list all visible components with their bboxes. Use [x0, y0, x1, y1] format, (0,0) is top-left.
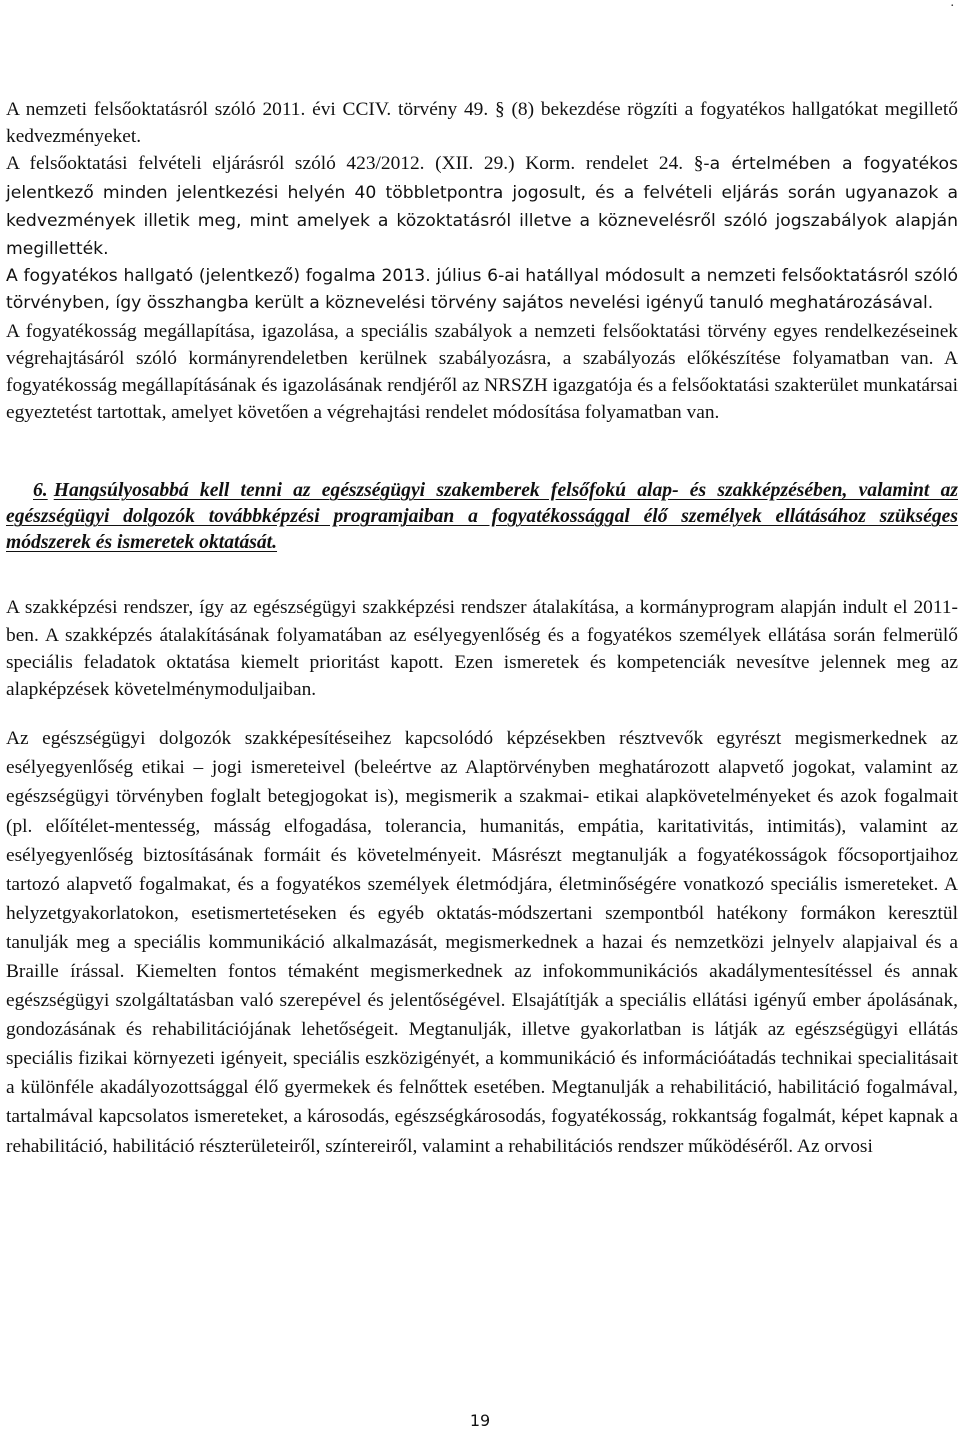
paragraph-vocational-training: A szakképzési rendszer, így az egészségügyi szakképzési rendszer átalakítása, a kormányprogram alapján indult el 2011-ben. A szakképzés átalakításának folyamatában az esélyegyenlőség és a fogyatékos személyek ellátása során felmerülő speciális feladatok oktatása kiemelt prioritást kapott. Ezen ismeretek és kompetenciák nevesítve jelennek meg az alapképzések követelménymoduljaiban.: [6, 597, 958, 701]
paragraph-admission-decree-rest: -a értelmében a fogyatékos jelentkező minden jelentkezési helyén 40 többletpontra jogosult, és a felvételi eljárás során ugyanazok a kedvezmények illetik meg, mint amelyek a közoktatásról illetve a köznevelésről szóló jogszabályok alapján megillették.: [6, 154, 958, 260]
spacer: [6, 703, 958, 724]
section-heading-number: 6.: [33, 480, 48, 502]
section-sign: §: [495, 99, 505, 120]
paragraph-law-reference-lead: A nemzeti felsőoktatásról szóló 2011. évi CCIV. törvény 49.: [6, 99, 495, 120]
paragraph-law-reference-rest: (8) bekezdése rögzíti a fogyatékos hallgatókat megillető kedvezményeket.: [6, 99, 958, 148]
paragraph-admission-decree: [6, 150, 958, 263]
page-number: 19: [469, 1411, 491, 1430]
spacer: [6, 556, 958, 594]
paragraph-disabled-student-definition: A fogyatékos hallgató (jelentkező) fogalma 2013. július 6-ai hatállyal módosult a nemzeti felsőoktatásról szóló törvényben, így összhangba került a köznevelési törvény sajátos nevelési igényű tanuló meghatározásával.: [6, 266, 958, 314]
document-body: [6, 96, 958, 1161]
paragraph-healthcare-workers-training: Az egészségügyi dolgozók szakképesítéseihez kapcsolódó képzésekben résztvevők egyrészt megismerkednek az esélyegyenlőség etikai – jogi ismereteivel (beleértve az Alaptörvényben meghatározott alapvető jogokat, valamint az egészségügyi törvényben foglalt betegjogokat is), megismerik a szakmai- etikai alapkövetelményeket és azok fogalmait (pl. előítélet-mentesség, másság elfogadása, tolerancia, humanitás, empátia, karitativitás, intimitás), valamint az esélyegyenlőség biztosításának formáit és követelményeit. Másrészt megtanulják a fogyatékosságok főcsoportjaihoz tartozó alapvető fogalmakat, és a fogyatékos személyek életmódjára, életminőségére vonatkozó speciális ismereteket. A helyzetgyakorlatokon, esetismertetéseken és egyéb oktatás-módszertani szempontból hatékony formákon keresztül tanulják meg a speciális kommunikáció alkalmazását, megismerkednek a hazai és nemzetközi jelnyelv alapjaival és a Braille írással. Kiemelten fontos témaként megismerkednek az infokommunikációs akadálymentesítéssel és annak egészségügyi szolgáltatásban való szerepével és jelentőségével. Elsajátítják a speciális ellátási igényű ember ápolásának, gondozásának és rehabilitációjának lehetőségeit. Megtanulják, illetve gyakorlatban is látják az egészségügyi ellátás speciális fizikai környezeti igényeit, speciális eszközigényét, a kommunikáció és információátadás technikai specialitásait a különféle akadályozottsággal élő gyermekek és felnőttek esetében. Megtanulják a rehabilitáció, habilitáció fogalmával, tartalmával kapcsolatos ismereteket, a károsodás, egészségkárosodás, fogyatékosság, rokkantság fogalmát, képet kapnak a rehabilitáció, habilitáció részterületeiről, színtereiről, valamint a rehabilitációs rendszer működéséről. Az orvosi: [6, 728, 958, 1157]
paragraph-disability-assessment: A fogyatékosság megállapítása, igazolása, a speciális szabályok a nemzeti felsőoktatási törvény egyes rendelkezéseinek végrehajtásáról szóló kormányrendeletben kerülnek szabályozásra, a szabályozás előkészítése folyamatban van. A fogyatékosság megállapításának és igazolásának rendjéről az NRSZH igazgatója és a felsőoktatási szakterület munkatársai egyeztetést tartottak, amelyet követően a végrehajtási rendelet módosítása folyamatban van.: [6, 320, 958, 424]
section-heading-text: Hangsúlyosabbá kell tenni az egészségügyi szakemberek felsőfokú alap- és szakképzésében, valamint az egészségügyi dolgozók továbbképzési programjaiban a fogyatékossággal élő személyek ellátásához szükséges módszerek és ismeretek oktatását.: [6, 480, 958, 554]
paragraph-admission-decree-lead: A felsőoktatási felvételi eljárásról szóló 423/2012. (XII. 29.) Korm. rendelet 24.: [6, 153, 694, 175]
spacer: [6, 426, 958, 478]
section-heading: [6, 478, 958, 556]
section-sign: §: [693, 153, 704, 175]
corner-mark: .: [950, 0, 954, 10]
paragraph-law-reference: [6, 96, 958, 150]
